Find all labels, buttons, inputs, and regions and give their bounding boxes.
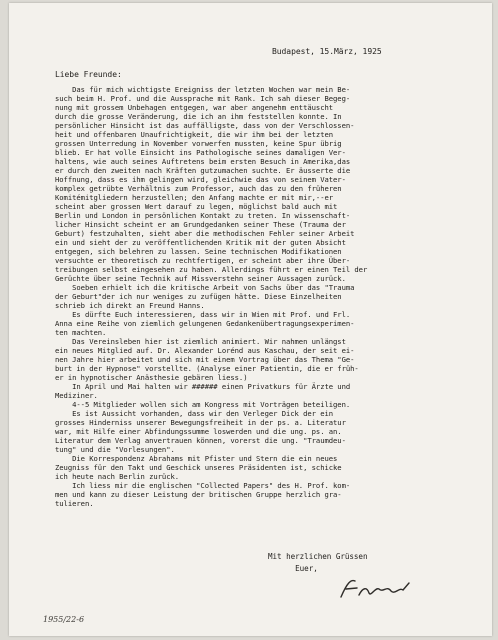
closing (268, 551, 367, 575)
closing-greeting: Mit herzlichen Grüssen (268, 552, 368, 561)
letter-line: Hoffnung, dass es ihm gelingen wird, gleichwie das von seinem Vater- (55, 175, 346, 184)
letter-line: Anna eine Reihe von ziemlich gelungenen Gedankenübertragungsexperimen- (55, 319, 355, 328)
letter-line: Es dürfte Euch interessieren, dass wir in Wien mit Prof. und Frl. (55, 310, 351, 319)
letter-page (9, 3, 492, 636)
letter-line: such beim H. Prof. und die Aussprache mit Rank. Ich sah dieser Begeg- (55, 94, 351, 103)
letter-body (55, 85, 367, 508)
letter-line: durch die grosse Veränderung, die ich an ihm feststellen konnte. In (55, 112, 342, 121)
letter-line: Berlin und London in persönlichen Kontakt zu treten. In wissenschaft- (55, 211, 351, 220)
letter-line: schrieb ich direkt an Freund Hanns. (55, 301, 205, 310)
letter-line: ein neues Mitglied auf. Dr. Alexander Lorénd aus Kaschau, der seit ei- (55, 346, 355, 355)
letter-line: nung mit grossem Unbehagen entgegen, war aber angenehm enttäuscht (55, 103, 334, 112)
salutation: Liebe Freunde: (55, 70, 122, 79)
letter-line: er durch den zweiten nach Kräften gutzumachen suchte. Er äusserte die (55, 166, 351, 175)
letter-line: haltens, wie auch seines Auftretens beim ersten Besuch in Amerika,das (55, 157, 351, 166)
letter-line: Geburt) festzuhalten, sieht aber die methodischen Fehler seiner Arbeit (55, 229, 355, 238)
letter-line: war, mit Hilfe einer Abfindungssumme loswerden und die ung. ps. an. (55, 427, 342, 436)
closing-euer: Euer, (268, 564, 318, 573)
letter-line: ten machten. (55, 328, 107, 337)
letter-line: grossen Unterredung in November vorwerfen mussten, keine Spur übrig (55, 139, 342, 148)
letter-line: Das Vereinsleben hier ist ziemlich animiert. Wir nahmen unlängst (55, 337, 346, 346)
letter-line: grosses Hinderniss unserer Bewegungsfreiheit in der ps. a. Literatur (55, 418, 346, 427)
letter-line: Das für mich wichtigste Ereigniss der letzten Wochen war mein Be- (55, 85, 351, 94)
letter-line: treibungen selbst eingesehen zu haben. Allerdings führt er einen Teil der (55, 265, 368, 274)
letter-line: scheint aber grossen Wert darauf zu legen, möglichst bald auch mit (55, 202, 338, 211)
letter-line: persönlicher Hinsicht ist das auffälligste, dass von der Verschlossen- (55, 121, 355, 130)
letter-line: der Geburt"der ich nur weniges zu zufügen hätte. Diese Einzelheiten (55, 292, 342, 301)
letter-line: Die Korrespondenz Abrahams mit Pfister und Stern die ein neues (55, 454, 338, 463)
letter-line: licher Hinsicht scheint er am Grundgedanken seiner These (Trauma der (55, 220, 346, 229)
letter-line: blieb. Er hat volle Einsicht ins Pathologische seines damaligen Ver- (55, 148, 346, 157)
letter-line: Gerüchte über seine Technik auf Missverstehn seiner Aussagen zurück. (55, 274, 346, 283)
letter-line: nen Jahre hier arbeitet und sich mit einem Vortrag über das Thema "Ge- (55, 355, 355, 364)
letter-line: er in hypnotischer Anästhesie gebären liess.) (55, 373, 248, 382)
letter-line: Ich liess mir die englischen "Collected Papers" des H. Prof. kom- (55, 481, 351, 490)
letter-line: ich heute nach Berlin zurück. (55, 472, 180, 481)
handwritten-signature (337, 575, 417, 607)
letter-date: Budapest, 15.März, 1925 (272, 47, 382, 56)
letter-line: entgegen, sich belehren zu lassen. Seine technischen Modifikationen (55, 247, 342, 256)
letter-line: Mediziner. (55, 391, 98, 400)
letter-line: Zeugniss für den Takt und Geschick unseres Präsidenten ist, schicke (55, 463, 342, 472)
letter-line: 4--5 Mitglieder wollen sich am Kongress mit Vorträgen beteiligen. (55, 400, 351, 409)
letter-line: burt in der Hypnose" vorstellte. (Analyse einer Patientin, die er früh- (55, 364, 359, 373)
letter-line: tung" und die "Vorlesungen". (55, 445, 175, 454)
letter-line: tulieren. (55, 499, 94, 508)
letter-line: komplex getrübte Verhältnis zum Professor, auch das zu den früheren (55, 184, 342, 193)
letter-line: In April und Mai halten wir ###### einen Privatkurs für Ärzte und (55, 382, 351, 391)
signature-stroke (337, 575, 417, 603)
archive-number: 1955/22-6 (43, 615, 85, 624)
letter-line: heit und offenbaren Unaufrichtigkeit, die wir ihm bei der letzten (55, 130, 334, 139)
letter-line: ein und sieht der zu veröffentlichenden Kritik mit der guten Absicht (55, 238, 346, 247)
letter-line: Komitémitgliedern herzustellen; den Anfang machte er mit mir,--er (55, 193, 334, 202)
letter-line: Literatur dem Verlag anvertrauen können, vorerst die ung. "Traumdeu- (55, 436, 346, 445)
letter-line: versuchte er theoretisch zu rechtfertigen, er scheint aber ihre Über- (55, 256, 351, 265)
letter-line: Es ist Aussicht vorhanden, dass wir den Verleger Dick der ein (55, 409, 334, 418)
letter-line: men und kann zu dieser Leistung der britischen Gruppe herzlich gra- (55, 490, 342, 499)
letter-line: Soeben erhielt ich die kritische Arbeit von Sachs über das "Trauma (55, 283, 355, 292)
